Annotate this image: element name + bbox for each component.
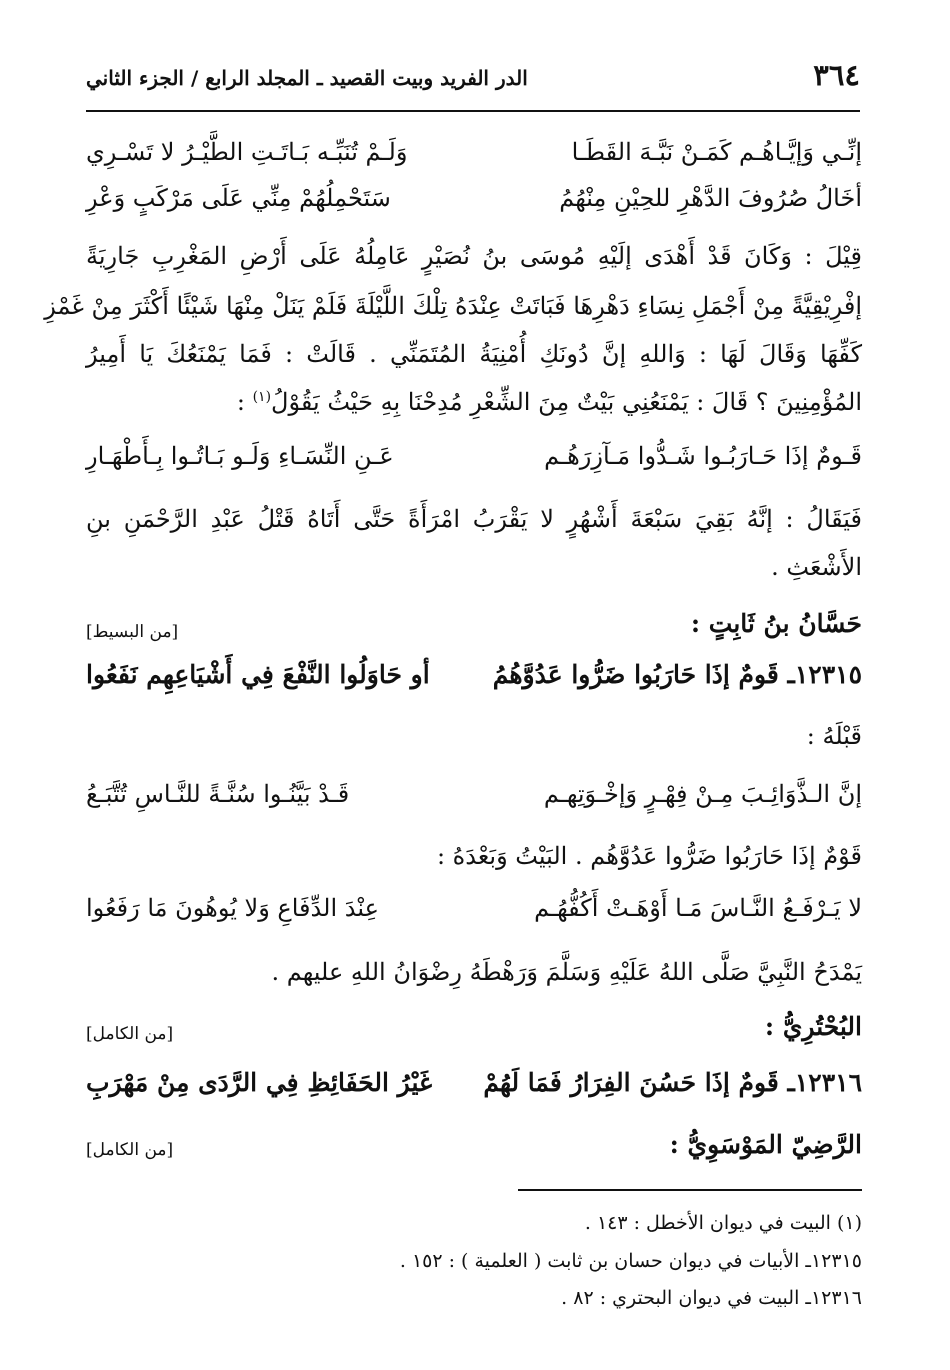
verse-first-hemistich: لا يَـرْفَـعُ النَّـاسَ مَـا أَوْهَـتْ أَكُفُّهُـم [534,894,862,922]
footnote: ١٢٣١٥ـ الأبيات في ديوان حسان بن ثابت ( العلمية ) : ١٥٢ . [399,1250,862,1272]
verse-second-hemistich: أو حَاوَلُوا النَّفْعَ فِي أَشْيَاعِهِم نَفَعُوا [86,660,430,689]
before-label: قَبْلَهُ : [806,722,862,750]
verse-second-hemistich: قَـدْ بَيَّنُـوا سُنَّـةً للنَّـاسِ تُتَّبَـعُ [86,780,350,808]
footnote: (١) البيت في ديوان الأخطل : ١٤٣ . [584,1212,862,1234]
after-label: قَوْمٌ إذَا حَارَبُوا ضَرُّوا عَدُوَّهُم . البَيْتُ وَبَعْدَهُ : [436,842,862,870]
poet-name: الرَّضِيّ المَوْسَوِيُّ : [669,1130,862,1159]
verse-first-hemistich: ١٢٣١٦ـ قَومٌ إذَا حَسُنَ الفِرَارُ فَمَا لَهُمْ [483,1068,862,1097]
verse-line [86,894,862,934]
page-header [86,58,860,112]
entry-verse [86,1068,862,1108]
verse-second-hemistich: عَـنِ النِّسَـاءِ وَلَـو بَـاتُـوا بِـأَطْهَـارِ [86,442,394,470]
prose-line: فَيَقَالُ : إنَّهُ بَقِيَ سَبْعَةَ أَشْهُرٍ لا يَقْرَبُ امْرَأَةً حَتَّى أَتَاهُ قَتْلُ عَبْدِ الرَّحْمَنِ بنِ [86,505,862,533]
prose-line: الأَشْعَثِ . [771,553,862,581]
verse-line [86,442,862,482]
footnote-reference: (١) [252,389,272,405]
verse-second-hemistich: سَتَحْمِلُهُمْ مِنِّي عَلَى مَرْكَبٍ وَعْرِ [86,184,391,212]
verse-first-hemistich: إنِّـي وَإيَّـاهُـم كَمَـنْ نَبَّـهَ القَطَـا [571,138,862,166]
meter-label: [من الكامل] [86,1024,174,1044]
meter-label: [من الكامل] [86,1140,174,1160]
verse-first-hemistich: أخَالُ صُرُوفَ الدَّهْرِ للحِيْنِ مِنْهُمُ [559,184,862,212]
verse-line [86,184,862,224]
footnote: ١٢٣١٦ـ البيت في ديوان البحتري : ٨٢ . [561,1287,862,1309]
verse-first-hemistich: قَـومٌ إذَا حَـارَبُـوا شَـدُّوا مَـآزِرَهُـم [544,442,862,470]
poet-name: حَسَّانُ بنُ ثَابِتٍ : [690,609,862,638]
meter-label: [من البسيط] [86,622,179,642]
prose-line: قِيْلَ : وَكَانَ قَدْ أَهْدَى إلَيْهِ مُوسَى بنُ نُصَيْرٍ عَامِلُهُ عَلَى أَرْضِ المَغْرِبِ جَارِيَةً [86,242,862,270]
verse-second-hemistich: وَلَـمْ تُنَبِّـه بَـاتَـتِ الطَّيْـرُ لا تَسْـرِي [86,138,408,166]
prose-line: إفْرِيْقِيَّةً مِنْ أَجْمَلِ نِسَاءِ دَهْرِهَا فَبَاتَتْ عِنْدَهُ تِلْكَ اللَّيْلَةَ فَلَمْ يَنَلْ مِنْهَا شَيْئًا أَكْثَرَ مِنْ غَمْزِ [44,292,862,320]
verse-line [86,138,862,178]
prose-text: : [236,388,253,416]
entry-verse [86,660,862,700]
poet-name: البُحْتُرِيُّ : [764,1012,862,1041]
verse-first-hemistich: ١٢٣١٥ـ قَومٌ إذَا حَارَبُوا ضَرُّوا عَدُوَّهُمُ [492,660,862,689]
prose-line: يَمْدَحُ النَّبِيَّ صَلَّى اللهُ عَلَيْهِ وَسَلَّمَ وَرَهْطَهُ رِضْوَانُ اللهِ عليهم . [271,958,862,986]
prose-line [86,388,862,416]
verse-second-hemistich: عِنْدَ الدِّفَاعِ وَلا يُوهُونَ مَا رَفَعُوا [86,894,379,922]
footnote-separator [518,1189,862,1191]
prose-line: كَفِّهَا وَقَالَ لَهَا : وَاللهِ إنَّ دُونَكِ أُمْنِيَةُ المُتَمَنِّي . قَالَتْ : فَمَا يَمْنَعُكَ يَا أَمِيرُ [86,340,862,368]
verse-first-hemistich: إنَّ الـذَّوَائِـبَ مِـنْ فِهْـرٍ وَإخْـوَتِهـم [543,780,862,808]
running-title: الدر الفريد وبيت القصيد ـ المجلد الرابع / الجزء الثاني [86,66,528,90]
prose-text: المُؤْمِنِينَ ؟ قَالَ : يَمْنَعُنِي بَيْتٌ مِنَ الشِّعْرِ مُدِحْنَا بِهِ حَيْثُ يَقُوْلُ [271,388,862,416]
verse-line [86,780,862,820]
verse-second-hemistich: غَيْرُ الحَفَائِظِ فِي الرَّدَى مِنْ مَهْرَبِ [86,1068,433,1097]
page-number: ٣٦٤ [813,58,860,92]
